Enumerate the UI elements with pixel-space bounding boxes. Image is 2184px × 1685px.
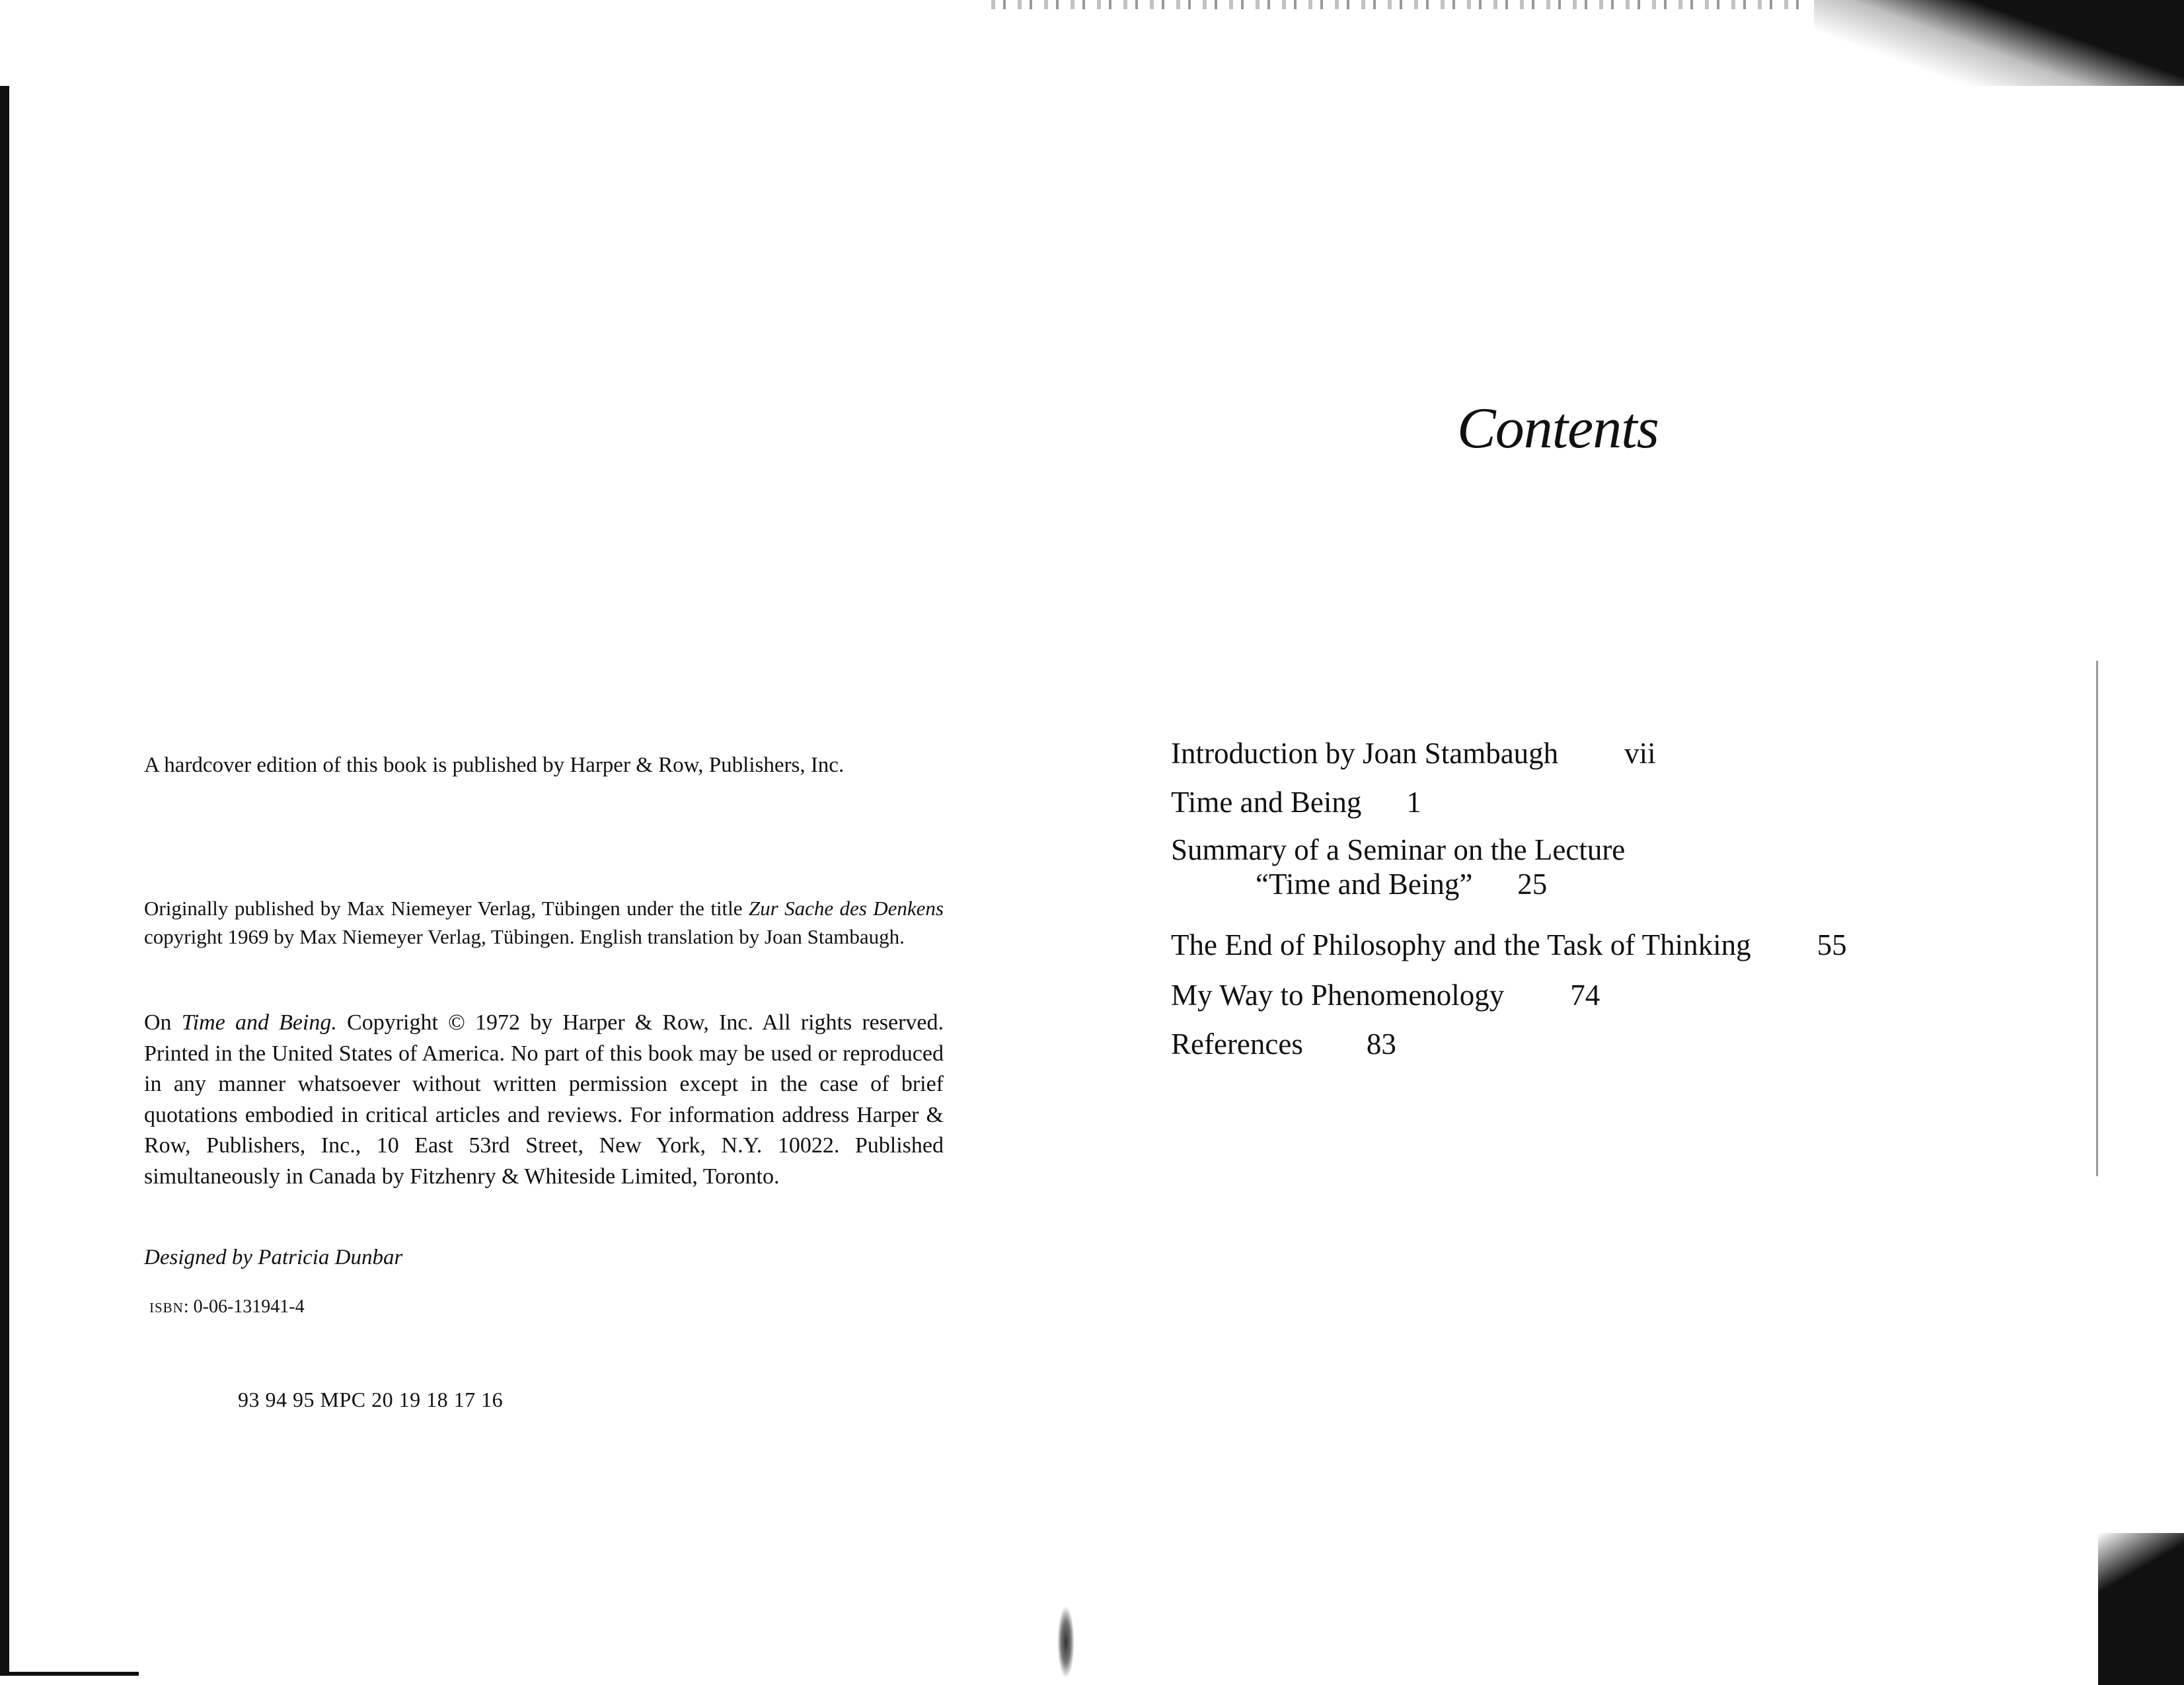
original-title: Zur Sache des Denkens <box>748 897 944 920</box>
toc-entry-title: References <box>1171 1028 1303 1061</box>
toc-entry <box>1171 925 1847 965</box>
isbn-label: ISBN <box>149 1300 184 1316</box>
toc-entry-page: 74 <box>1570 979 1600 1012</box>
scan-edge-top <box>991 0 1811 9</box>
copyright-notice <box>144 1008 944 1192</box>
original-prefix: Originally published by Max Niemeyer Verlag, Tübingen under the title <box>144 897 749 920</box>
contents-title: Contents <box>1457 396 1659 461</box>
copyright-prefix: On <box>144 1010 182 1035</box>
toc-entry-title: Introduction by Joan Stambaugh <box>1171 737 1559 770</box>
isbn-value: : 0-06-131941-4 <box>183 1296 305 1317</box>
printing-line: 93 94 95 MPC 20 19 18 17 16 <box>238 1388 504 1411</box>
copyright-page <box>144 750 947 780</box>
scan-shadow-top-right <box>1814 0 2184 86</box>
toc-entry <box>1171 1024 1396 1064</box>
scan-edge-right-line <box>2096 661 2098 1176</box>
copyright-suffix: Copyright © 1972 by Harper & Row, Inc. All rights reserved. Printed in the United States of America. No part of this book may be used or reproduced in any manner whatsoever without written permission except in the case of brief quotations embodied in critical articles and reviews. For information address Harper & Row, Publishers, Inc., 10 East 53rd Street, New York, N.Y. 10022. Published simultaneously in Canada by Fitzhenry & Whiteside Limited, Toronto. <box>144 1010 944 1189</box>
copyright-title: Time and Being. <box>181 1010 337 1035</box>
toc-entry-page: vii <box>1624 737 1656 770</box>
toc-entry-title-continued: “Time and Being” <box>1256 868 1473 901</box>
toc-entry-page: 55 <box>1817 928 1847 961</box>
toc-entry-title: Summary of a Seminar on the Lecture <box>1171 833 1626 866</box>
hardcover-note: A hardcover edition of this book is published by Harper & Row, Publishers, Inc. <box>144 753 845 777</box>
toc-entry <box>1171 733 1656 773</box>
designer-credit: Designed by Patricia Dunbar <box>144 1246 403 1269</box>
toc-entry-page: 83 <box>1366 1028 1396 1061</box>
original-suffix: copyright 1969 by Max Niemeyer Verlag, Tübingen. English translation by Joan Stambaugh. <box>144 925 905 948</box>
toc-entry <box>1171 833 1625 901</box>
toc-entry-page: 1 <box>1406 786 1421 819</box>
isbn-line <box>149 1296 305 1318</box>
toc-entry <box>1171 975 1600 1015</box>
scan-shadow-bottom-right <box>2098 1533 2184 1685</box>
toc-entry <box>1171 782 1421 822</box>
original-publication-note <box>144 894 944 951</box>
scan-edge-left <box>0 86 9 1672</box>
toc-entry-title: Time and Being <box>1171 786 1362 819</box>
toc-entry-title: My Way to Phenomenology <box>1171 979 1505 1012</box>
scan-gutter-mark <box>1057 1606 1074 1678</box>
toc-entry-title: The End of Philosophy and the Task of Thinking <box>1171 928 1751 961</box>
toc-entry-page: 25 <box>1517 868 1548 901</box>
scan-edge-left-bottom <box>0 1672 139 1676</box>
